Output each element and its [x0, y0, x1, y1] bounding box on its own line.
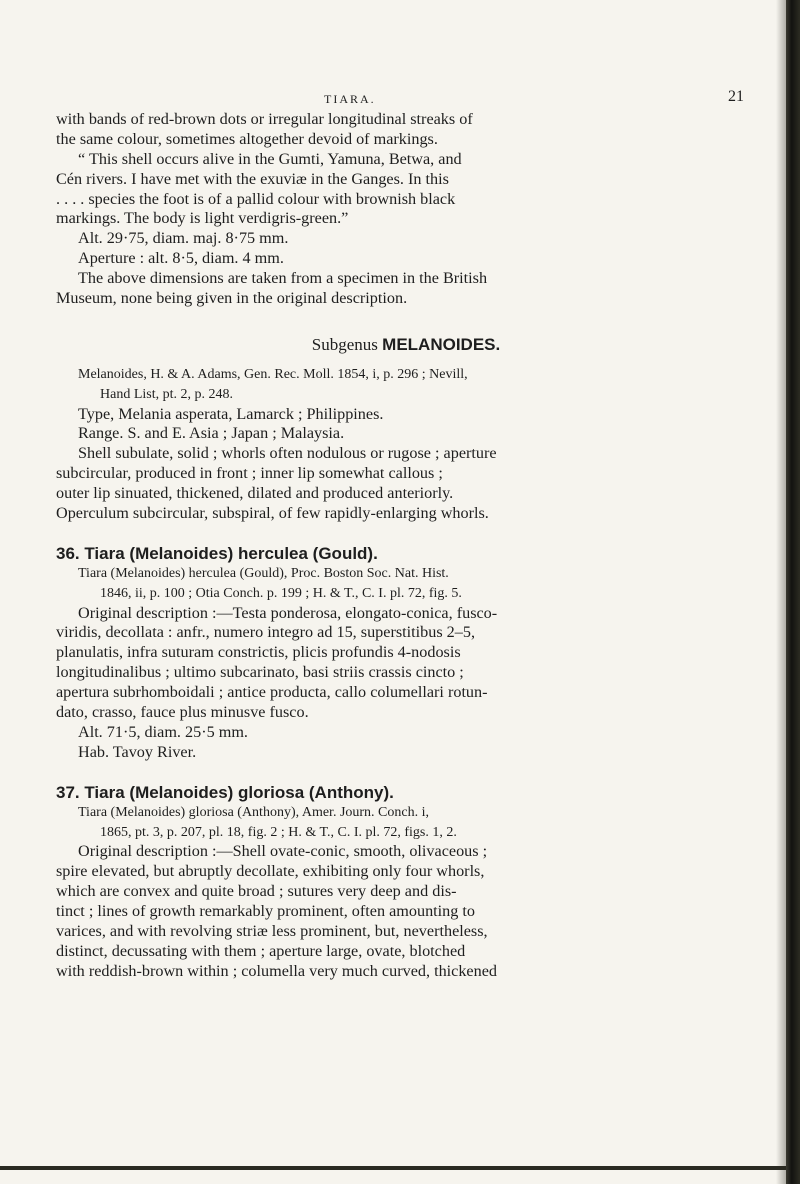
text-line: outer lip sinuated, thickened, dilated and produced anteriorly. — [56, 484, 454, 503]
species-37-heading: 37. Tiara (Melanoides) gloriosa (Anthony). — [56, 782, 394, 802]
text-line: markings. The body is light verdigris-green.” — [56, 209, 349, 228]
reference-line: Tiara (Melanoides) gloriosa (Anthony), Amer. Journ. Conch. i, — [78, 804, 429, 820]
text-line: Operculum subcircular, subspiral, of few rapidly-enlarging whorls. — [56, 504, 489, 523]
text-line: Original description :—Testa ponderosa, elongato-conica, fusco- — [78, 603, 498, 622]
running-title: TIARA. — [324, 92, 376, 106]
reference-line: Tiara (Melanoides) herculea (Gould), Proc. Boston Soc. Nat. Hist. — [78, 565, 449, 581]
text-line: The above dimensions are taken from a specimen in the British — [78, 269, 488, 288]
text-line: tinct ; lines of growth remarkably prominent, often amounting to — [56, 902, 475, 921]
subgenus-heading — [56, 335, 756, 355]
text-line: planulatis, infra suturam constrictis, plicis profundis 4-nodosis — [56, 643, 461, 662]
text-line: subcircular, produced in front ; inner lip somewhat callous ; — [56, 464, 443, 483]
aperture-measurement: Aperture : alt. 8·5, diam. 4 mm. — [78, 249, 284, 268]
reference-line: 1846, ii, p. 100 ; Otia Conch. p. 199 ; H. & T., C. I. pl. 72, fig. 5. — [100, 585, 462, 601]
text-line: Cén rivers. I have met with the exuviæ in the Ganges. In this — [56, 169, 449, 188]
text-line: distinct, decussating with them ; aperture large, ovate, blotched — [56, 941, 466, 960]
reference-line: 1865, pt. 3, p. 207, pl. 18, fig. 2 ; H. & T., C. I. pl. 72, figs. 1, 2. — [100, 824, 457, 840]
text-body — [56, 110, 756, 982]
text-line: apertura subrhomboidali ; antice producta, callo columellari rotun- — [56, 683, 488, 702]
reference-line: Melanoides, H. & A. Adams, Gen. Rec. Moll. 1854, i, p. 296 ; Nevill, — [78, 366, 468, 382]
text-line: dato, crasso, fauce plus minusve fusco. — [56, 703, 309, 722]
text-line: with reddish-brown within ; columella very much curved, thickened — [56, 961, 497, 980]
reference-line: Hand List, pt. 2, p. 248. — [100, 386, 233, 402]
alt-measurement: Alt. 71·5, diam. 25·5 mm. — [78, 722, 248, 741]
page-number: 21 — [728, 88, 744, 105]
text-line: longitudinalibus ; ultimo subcarinato, basi striis crassis cincto ; — [56, 663, 464, 682]
text-line: which are convex and quite broad ; sutures very deep and dis- — [56, 882, 457, 901]
subgenus-name: MELANOIDES. — [382, 334, 501, 354]
text-line: viridis, decollata : anfr., numero integro ad 15, superstitibus 2–5, — [56, 623, 475, 642]
book-edge — [786, 0, 800, 1184]
text-line: varices, and with revolving striæ less prominent, but, nevertheless, — [56, 921, 488, 940]
habitat-line: Hab. Tavoy River. — [78, 742, 197, 761]
text-line: the same colour, sometimes altogether devoid of markings. — [56, 129, 438, 148]
alt-measurement: Alt. 29·75, diam. maj. 8·75 mm. — [78, 229, 289, 248]
text-line: Museum, none being given in the original description. — [56, 289, 408, 308]
page-edge-shading — [776, 0, 786, 1184]
running-head — [56, 88, 756, 108]
subgenus-prefix: Subgenus — [311, 334, 378, 354]
text-line: Shell subulate, solid ; whorls often nodulous or rugose ; aperture — [78, 444, 497, 463]
text-line: Original description :—Shell ovate-conic, smooth, olivaceous ; — [78, 842, 488, 861]
text-line: . . . . species the foot is of a pallid colour with brownish black — [56, 189, 456, 208]
text-line: “ This shell occurs alive in the Gumti, Yamuna, Betwa, and — [78, 149, 462, 168]
range-line: Range. S. and E. Asia ; Japan ; Malaysia. — [78, 424, 345, 443]
text-line: with bands of red-brown dots or irregular longitudinal streaks of — [56, 110, 473, 128]
type-line: Type, Melania asperata, Lamarck ; Philippines. — [78, 404, 384, 423]
text-line: spire elevated, but abruptly decollate, exhibiting only four whorls, — [56, 862, 485, 881]
page-bottom-edge — [0, 1166, 786, 1170]
species-36-heading: 36. Tiara (Melanoides) herculea (Gould). — [56, 543, 378, 563]
